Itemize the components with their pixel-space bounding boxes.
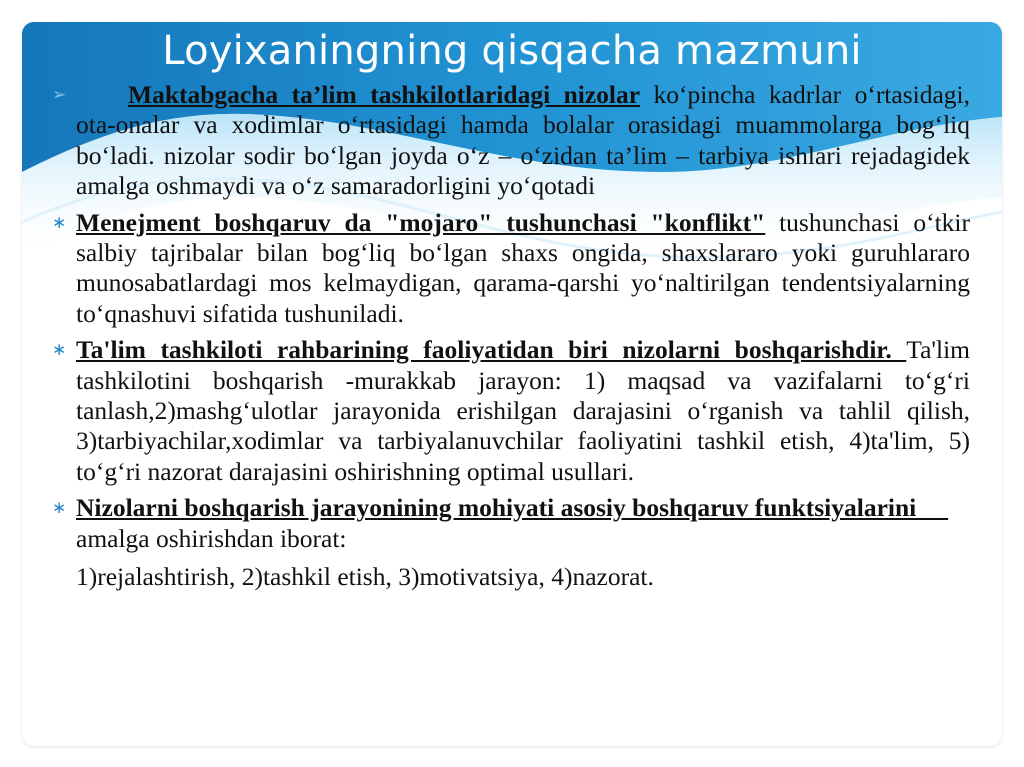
slide-title: Loyixaningning qisqacha mazmuni	[162, 28, 862, 74]
bullet-lead: Maktabgacha ta’lim tashkilotlaridagi nizolar	[128, 80, 641, 109]
bullet-item	[52, 208, 970, 330]
arrow-bullet-icon: ➢	[52, 85, 67, 105]
bullet-item	[52, 80, 970, 202]
asterisk-bullet-icon: ∗	[52, 212, 67, 233]
bullet-item	[52, 335, 970, 487]
bullet-text: Ta'lim tashkilotini boshqarish -murakkab jarayon: 1) maqsad va vazifalarni to‘g‘ri tanlash,2)mashg‘ulotlar jarayonida erishilgan darajasini o‘rganish va tahlil qilish, 3)tarbiyachilar,xodimlar va tarbiyalanuvchilar faoliyatini tashkil etish, 4)ta'lim, 5) to‘g‘ri nazorat darajasini oshirishning optimal usullari.	[76, 335, 970, 486]
bullet-text: tushunchasi o‘tkir salbiy tajribalar bilan bog‘liq bo‘lgan shaxs ongida, shaxslararo yoki guruhlararo munosabatlardagi mos kelmaydigan, qarama-qarshi yo‘naltirilgan tendentsiyalarning to‘qnashuvi sifatida tushuniladi.	[76, 207, 970, 328]
asterisk-bullet-icon: ∗	[52, 498, 67, 519]
asterisk-bullet-icon: ∗	[52, 340, 67, 361]
slide	[22, 22, 1002, 746]
bullet-item	[52, 493, 970, 554]
bullet-text: amalga oshirishdan iborat:	[76, 523, 347, 553]
slide-body	[52, 80, 970, 593]
closing-line: 1)rejalashtirish, 2)tashkil etish, 3)motivatsiya, 4)nazorat.	[76, 562, 654, 592]
bullet-lead: Menejment boshqaruv da "mojaro" tushunchasi "konflikt"	[76, 207, 766, 237]
bullet-text: ko‘pincha kadrlar o‘rtasidagi, ota-onalar va xodimlar o‘rtasidagi hamda bolalar orasidagi muammolarga bog‘liq bo‘ladi. nizolar sodir bo‘lgan joyda o‘z – o‘zidan ta’lim – tarbiya ishlari rejadagidek amalga oshmaydi va o‘z samaradorligini yo‘qotadi	[76, 80, 970, 201]
bullet-lead: Nizolarni boshqarish jarayonining mohiyati asosiy boshqaruv funktsiyalarini	[76, 493, 949, 523]
bullet-lead: Ta'lim tashkiloti rahbarining faoliyatidan biri nizolarni boshqarishdir.	[76, 335, 907, 365]
